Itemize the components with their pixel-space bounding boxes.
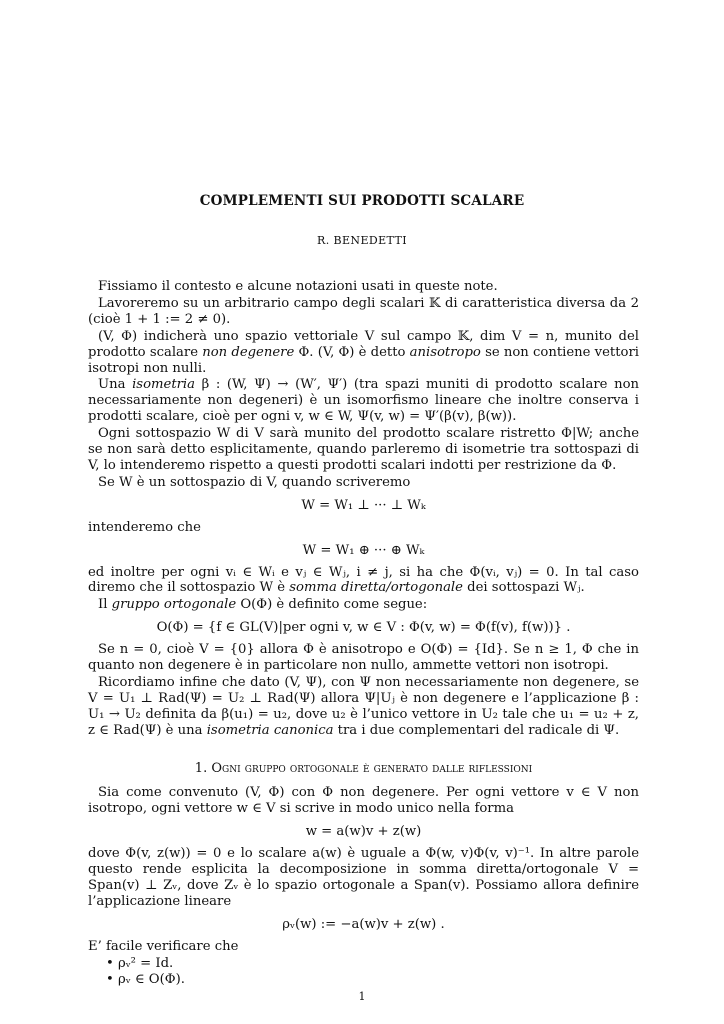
display-equation: O(Φ) = {f ∈ GL(V)|per ogni v, w ∈ V : Φ(v, w) = Φ(f(v), f(w))} . <box>156 620 571 636</box>
paragraph: Lavoreremo su un arbitrario campo degli scalari 𝕂 di caratteristica diversa da 2 (cioè 1 + 1 := 2 ≠ 0). <box>88 295 639 327</box>
paragraph: E’ facile verificare che <box>88 938 239 954</box>
paragraph: Fissiamo il contesto e alcune notazioni usati in queste note. <box>98 279 498 294</box>
document-author: R. BENEDETTI <box>317 234 407 247</box>
paragraph: intenderemo che <box>88 519 201 535</box>
text-run: O(Φ) è definito come segue: <box>236 597 428 613</box>
document-title: COMPLEMENTI SUI PRODOTTI SCALARE <box>199 193 525 209</box>
page-number: 1 <box>358 990 366 1003</box>
section-heading <box>88 761 639 777</box>
text-run: (V, Φ) indicherà uno spazio vettoriale V sul campo 𝕂, dim V = n, munito del prodotto scalare <box>88 328 639 360</box>
text-run: ed inoltre per ogni vᵢ ∈ Wᵢ e vⱼ ∈ Wⱼ, i ≠ j, si ha che Φ(vᵢ, vⱼ) = 0. In tal caso diremo che il sottospazio W è <box>88 564 639 596</box>
emphasis-text: non degenere <box>202 344 295 360</box>
paragraph <box>88 565 639 597</box>
emphasis-text: anisotropo <box>409 344 481 360</box>
display-equation: W = W₁ ⊕ ··· ⊕ Wₖ <box>302 542 425 558</box>
paragraph: Sia come convenuto (V, Φ) con Φ non degenere. Per ogni vettore v ∈ V non isotropo, ogni vettore w ∈ V si scrive in modo unico nella forma <box>88 785 639 817</box>
paragraph <box>88 675 639 739</box>
display-equation: w = a(w)v + z(w) <box>305 824 422 840</box>
paragraph <box>88 377 639 425</box>
list-item-text: ρᵥ² = Id. <box>118 955 174 971</box>
display-equation: ρᵥ(w) := −a(w)v + z(w) . <box>282 916 445 932</box>
paragraph: Se W è un sottospazio di V, quando scriveremo <box>98 474 411 490</box>
list-item <box>106 972 639 988</box>
text-run: Ricordiamo infine che dato (V, Ψ), con Ψ non necessariamente non degenere, se V = U₁ ⊥ Rad(Ψ) = U₂ ⊥ Rad(Ψ) allora Ψ|Uⱼ è non degenere e l’applicazione β : U₁ → U₂ definita da β(u₁) = u₂, dove u₂ è l’unico vettore in U₂ tale che u₁ = u₂ + z, z ∈ Rad(Ψ) è una <box>88 674 639 738</box>
section-title-part: è <box>362 760 370 776</box>
paragraph <box>88 597 639 613</box>
text-run: Il <box>98 597 112 613</box>
emphasis-text: isometria canonica <box>206 722 334 738</box>
paragraph: Ogni sottospazio W di V sarà munito del prodotto scalare ristretto Φ|W; anche se non sarà detto esplicitamente, quando parleremo di isometrie tra sottospazi di V, lo intenderemo rispetto a questi prodotti scalari indotti per restrizione da Φ. <box>88 426 639 473</box>
paragraph: dove Φ(v, z(w)) = 0 e lo scalare a(w) è uguale a Φ(w, v)Φ(v, v)⁻¹. In altre parole questo rende esplicita la decomposizione in somma diretta/ortogonale V = Span(v) ⊥ Zᵥ, dove Zᵥ è lo spazio ortogonale a Span(v). Possiamo allora definire l’applicazione lineare <box>88 846 639 909</box>
emphasis-text: isometria <box>132 377 196 393</box>
bullet-icon: • <box>106 971 114 987</box>
text-run: dei sottospazi Wⱼ. <box>462 580 585 596</box>
text-run: tra i due complementari del radicale di Ψ. <box>333 722 620 738</box>
section-title-part: generato dalle riflessioni <box>373 760 533 776</box>
list-item-text: ρᵥ ∈ O(Φ). <box>118 971 185 987</box>
emphasis-text: gruppo ortogonale <box>111 597 237 613</box>
text-run: Una <box>98 377 133 393</box>
document-body <box>88 279 639 987</box>
text-run: Φ. (V, Φ) è detto <box>294 344 410 360</box>
text-run: β : (W, Ψ) → (W′, Ψ′) (tra spazi muniti di prodotto scalare non necessariamente non degeneri) è un isomorfismo lineare che inoltre conserva i prodotti scalare, cioè per ogni v, w ∈ W, Ψ(v, w) = Ψ′(β(v), β(w)). <box>88 377 640 425</box>
bullet-list <box>88 956 639 988</box>
section-number: 1. <box>194 760 208 776</box>
paragraph: Se n = 0, cioè V = {0} allora Φ è anisotropo e O(Φ) = {Id}. Se n ≥ 1, Φ che in quanto non degenere è in particolare non nullo, ammette vettori non isotropi. <box>88 642 639 674</box>
bullet-icon: • <box>106 955 114 971</box>
list-item <box>106 956 639 972</box>
paragraph <box>88 329 639 377</box>
emphasis-text: somma diretta/ortogonale <box>289 580 463 596</box>
text-run: se non contiene vettori isotropi non nulli. <box>88 344 639 376</box>
display-equation: W = W₁ ⊥ ··· ⊥ Wₖ <box>301 497 426 513</box>
section-title-part: Ogni gruppo ortogonale <box>211 760 359 776</box>
